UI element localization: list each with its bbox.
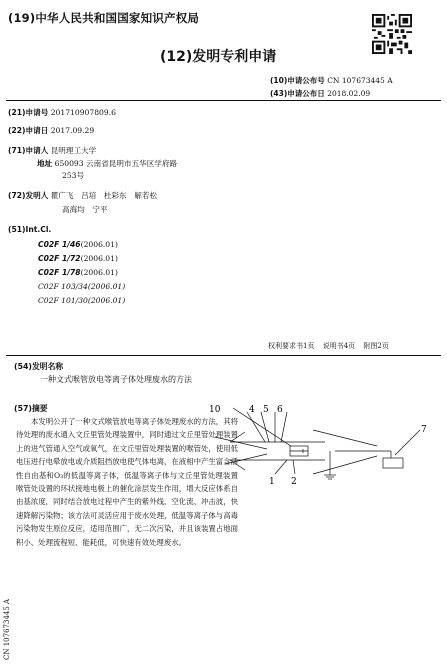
- inventors-line1: 瞿广飞 吕培 杜彩东 解若松: [50, 191, 158, 200]
- claims-pages: 权利要求书1页: [268, 342, 315, 350]
- figure-label-4: 4: [249, 405, 255, 415]
- application-date: [8, 125, 94, 136]
- figure-label-10: 10: [209, 405, 221, 415]
- address-line1: 650093 云南省昆明市五华区学府路: [54, 159, 178, 168]
- ipc-heading: [8, 225, 51, 234]
- figure-label-1: 1: [269, 477, 275, 487]
- ipc-code: C02F 1/78: [38, 268, 81, 277]
- application-number: [8, 107, 116, 118]
- application-date-value: 2017.09.29: [50, 126, 95, 135]
- applicant-value: 昆明理工大学: [50, 146, 97, 155]
- address: [37, 158, 177, 169]
- office-name: (19)中华人民共和国国家知识产权局: [8, 11, 200, 25]
- ipc-version: (2006.01): [80, 254, 118, 263]
- inventors: [8, 190, 157, 201]
- abstract-text: 本发明公开了一种文式喉管放电等离子体处理废水的方法，其将待处理的废水通入文丘里管处理装置中，同时通过文丘里管处理装置上的进气管通入空气或氧气，在文丘里管处理装置的喉管处，使用低电压进行电晕放电或介质阻挡放电使气体电离，在液相中产生富含活性自由基和O₃的低温等离子体，低温等离子体与文丘里管处理装置喉管处设置的环状接地电极上的催化涂层发生作用，增大反应体系自由基浓度，同时结合放电过程中产生的紫外线、空化流、冲击波，快速降解污染物；该方法可灵活应用于废水处理，低温等离子体与高毒污染物发生原位反应，适用范围广，无二次污染，并且该装置占地面积小、处理流程短、能耗低，可快速有效处理废水。: [16, 417, 238, 547]
- publication-number: [270, 75, 393, 86]
- ipc-version: (2006.01): [87, 296, 126, 305]
- ipc-entry: [38, 296, 125, 305]
- ipc-version: (2006.01): [80, 240, 118, 249]
- description-pages: 说明书4页: [322, 342, 356, 350]
- ipc-entry: [38, 254, 118, 263]
- figure-label-6: 6: [277, 405, 283, 415]
- ipc-version: (2006.01): [87, 282, 126, 291]
- apparatus-figure: [205, 402, 445, 492]
- section-divider: [6, 355, 441, 356]
- title-section-label: (54)发明名称: [14, 362, 64, 371]
- side-publication-number: CN 107673445 A: [3, 598, 11, 660]
- ipc-version: (2006.01): [80, 268, 118, 277]
- ipc-code: C02F 1/72: [38, 254, 81, 263]
- publication-date: [270, 88, 370, 99]
- figure-label-7: 7: [421, 425, 427, 435]
- page-counts: [268, 341, 395, 351]
- inventors-line2: [62, 204, 108, 215]
- drawing-pages: 附图2页: [363, 342, 389, 350]
- figure-label-5: 5: [263, 405, 269, 415]
- publication-number-label: (10)申请公布号: [270, 76, 325, 85]
- application-number-label: (21)申请号: [8, 108, 49, 117]
- applicant-label: (71)申请人: [8, 146, 49, 155]
- qr-code-icon: [372, 14, 412, 54]
- inventors-line2-value: 高海均 宁平: [62, 205, 108, 214]
- publication-date-value: 2018.02.09: [327, 89, 371, 98]
- document-type: (12)发明专利申请: [160, 49, 277, 65]
- header-divider: [6, 100, 441, 101]
- address-label: 地址: [37, 159, 53, 168]
- figure-label-2: 2: [291, 477, 297, 487]
- ipc-label: (51)Int.Cl.: [8, 225, 52, 234]
- application-number-value: 201710907809.6: [50, 108, 116, 117]
- applicant: [8, 145, 96, 156]
- publication-date-label: (43)申请公布日: [270, 89, 325, 98]
- application-date-label: (22)申请日: [8, 126, 49, 135]
- ipc-entry: [38, 268, 118, 277]
- ipc-code: C02F 1/46: [38, 240, 81, 249]
- address-line2-value: 253号: [62, 171, 85, 180]
- ipc-code: C02F 103/34: [38, 282, 88, 291]
- ipc-code: C02F 101/30: [38, 296, 88, 305]
- address-line2: [62, 170, 84, 181]
- ipc-entry: [38, 282, 125, 291]
- invention-title: 一种文式喉管放电等离子体处理废水的方法: [40, 375, 192, 384]
- publication-number-value: CN 107673445 A: [327, 76, 393, 85]
- inventors-label: (72)发明人: [8, 191, 49, 200]
- abstract-label: (57)摘要: [14, 404, 48, 413]
- ipc-entry: [38, 240, 118, 249]
